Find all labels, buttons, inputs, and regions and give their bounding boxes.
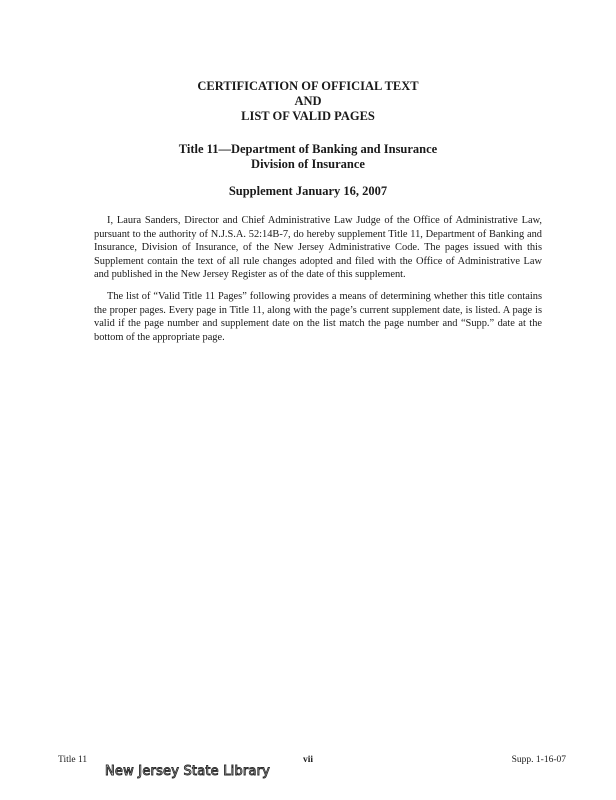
certification-body	[94, 214, 542, 352]
certification-heading	[0, 79, 616, 124]
certification-heading-line-2: AND	[294, 94, 322, 108]
certification-heading-line-1: CERTIFICATION OF OFFICIAL TEXT	[197, 79, 419, 93]
certification-heading-line-3: LIST OF VALID PAGES	[241, 109, 375, 123]
title-heading	[0, 142, 616, 172]
library-stamp: New Jersey State Library	[105, 764, 271, 779]
footer-page-number: vii	[302, 755, 314, 765]
title-heading-line-2: Division of Insurance	[251, 157, 365, 171]
valid-pages-paragraph: The list of “Valid Title 11 Pages” following provides a means of determining whether this title contains the proper pages. Every page in Title 11, along with the page’s current supplement date, is listed. A page is valid if the page number and supplement date on the list match the page number and “Supp.” date at the bottom of the appropriate page.	[94, 290, 542, 343]
supplement-heading	[0, 184, 616, 199]
footer-supplement-date: Supp. 1-16-07	[511, 755, 566, 765]
supplement-heading-text: Supplement January 16, 2007	[228, 184, 388, 198]
certification-paragraph: I, Laura Sanders, Director and Chief Administrative Law Judge of the Office of Administrative Law, pursuant to the authority of N.J.S.A. 52:14B-7, do hereby supplement Title 11, Department of Banking and Insurance, Division of Insurance, of the New Jersey Administrative Code. The pages issued with this Supplement contain the text of all rule changes adopted and filed with the Office of Administrative Law and published in the New Jersey Register as of the date of this supplement.	[94, 215, 542, 281]
footer-title: Title 11	[58, 755, 88, 765]
title-heading-line-1: Title 11—Department of Banking and Insurance	[178, 142, 438, 156]
